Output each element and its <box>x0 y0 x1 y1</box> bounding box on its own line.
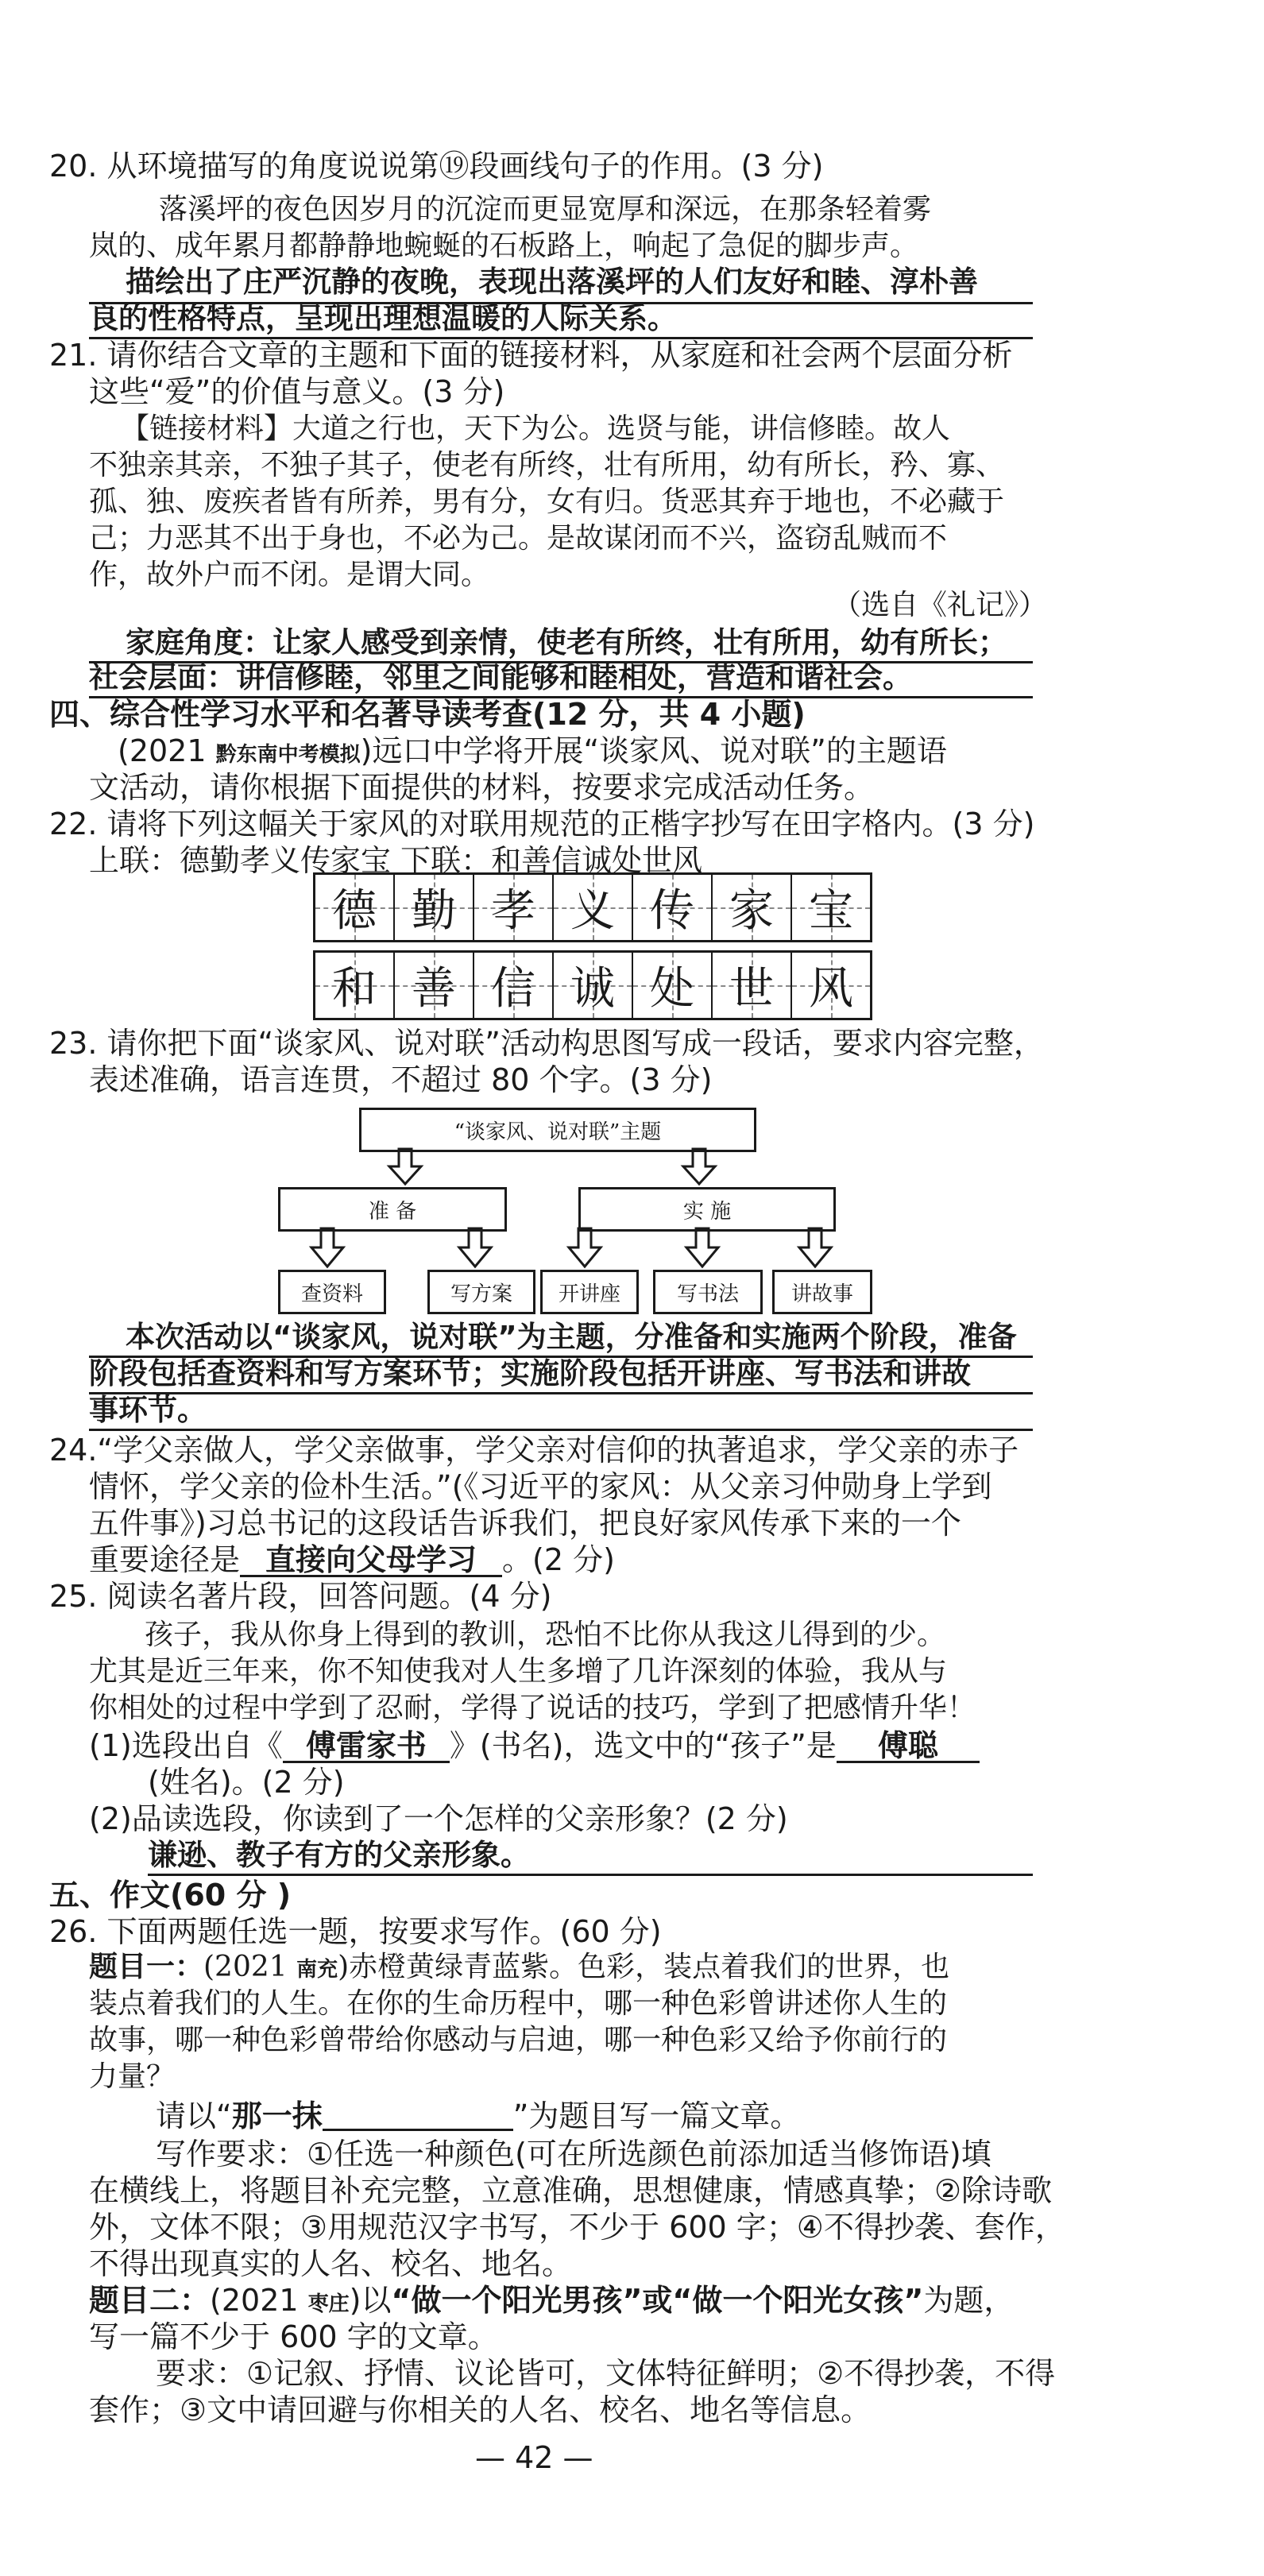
arrow-down-icon <box>799 1228 831 1267</box>
q25-stem: 25. 阅读名著片段，回答问题。(4 分) <box>49 1579 552 1614</box>
q21-source: （选自《礼记》） <box>833 589 1048 621</box>
diagram-theme-box: “谈家风、说对联”主题 <box>359 1108 756 1152</box>
q24-answer: 直接向父母学习 <box>240 1545 502 1577</box>
q26-topic-2-line-3: 要求：①记叙、抒情、议论皆可，文体特征鲜明；②不得抄袭，不得 <box>156 2356 1056 2391</box>
q26-topic-1-line-3: 故事，哪一种色彩曾带给你感动与启迪，哪一种色彩又给予你前行的 <box>89 2024 948 2056</box>
q20-stem: 20. 从环境描写的角度说说第⑲段画线句子的作用。(3 分) <box>49 149 824 184</box>
q24-text: 重要途径是 <box>89 1542 241 1577</box>
diagram-leaf-box: 讲故事 <box>772 1270 872 1314</box>
q25-passage-2: 尤其是近三年来，你不知使我对人生多增了几许深刻的体验，我从与 <box>89 1655 948 1688</box>
tianzige-char: 宝 <box>809 885 853 937</box>
answer-rule <box>89 1429 1033 1431</box>
q23-answer-2: 阶段包括查资料和写方案环节；实施阶段包括开讲座、写书法和讲故 <box>89 1356 971 1390</box>
q25-text: (1)选段出自《 <box>89 1728 283 1763</box>
q25-sub-2: (2)品读选段，你读到了一个怎样的父亲形象？(2 分) <box>89 1801 788 1836</box>
q20-quote-2: 岚的、成年累月都静静地蜿蜒的石板路上，响起了急促的脚步声。 <box>89 230 919 262</box>
section-4-title: 四、综合性学习水平和名著导读考查(12 分，共 4 小题) <box>49 697 806 732</box>
q24-line-2: 情怀，学父亲的俭朴生活。”(《习近平的家风：从父亲习仲勋身上学到 <box>89 1469 992 1504</box>
topic-label: 题目一： <box>89 1951 204 1983</box>
section-5-title: 五、作文(60 分 ) <box>49 1878 292 1913</box>
tianzige-char: 德 <box>332 885 377 937</box>
diagram-leaf-box: 写方案 <box>427 1270 535 1314</box>
q26-topic-2-line-4: 套作；③文中请回避与你相关的人名、校名、地名等信息。 <box>89 2392 872 2427</box>
arrow-down-icon <box>389 1149 421 1184</box>
tianzige-char: 处 <box>650 963 694 1015</box>
q21-link-1: 【链接材料】大道之行也，天下为公。选贤与能，讲信修睦。故人 <box>121 412 951 445</box>
q24-line-1: 24.“学父亲做人，学父亲做事，学父亲对信仰的执著追求，学父亲的赤子 <box>49 1433 1019 1468</box>
topic-bold: “做一个阳光男孩”或“做一个阳光女孩” <box>391 2283 924 2318</box>
arrow-down-icon <box>459 1228 491 1267</box>
q25-name-answer: 傅聪 <box>837 1731 980 1763</box>
tianzige-char: 和 <box>332 963 377 1015</box>
q23-answer-1: 本次活动以“谈家风，说对联”为主题，分准备和实施两个阶段，准备 <box>126 1320 1017 1354</box>
q21-stem-1: 21. 请你结合文章的主题和下面的链接材料，从家庭和社会两个层面分析 <box>49 338 1013 373</box>
q25-text: 》(书名)，选文中的“孩子”是 <box>449 1728 837 1763</box>
tianzige-char: 孝 <box>491 885 535 937</box>
topic-text: (2021 <box>210 2283 308 2318</box>
tianzige-char: 义 <box>570 885 615 937</box>
intro-text: )远口中学将开展“谈家风、说对联”的主题语 <box>360 733 947 768</box>
tianzige-char: 善 <box>412 963 456 1015</box>
topic-text: 为题， <box>923 2283 1015 2318</box>
q21-link-3: 孤、独、废疾者皆有所养，男有分，女有归。货恶其弃于地也，不必藏于 <box>89 485 1005 518</box>
intro-text: (2021 <box>118 733 216 768</box>
arrow-down-icon <box>569 1228 601 1267</box>
arrow-down-icon <box>311 1228 343 1267</box>
tianzige-char: 勤 <box>412 885 456 937</box>
diagram-leaf-box: 查资料 <box>278 1270 386 1314</box>
q26-req-3: 外，文体不限；③用规范汉字书写，不少于 600 字；④不得抄袭、套作， <box>89 2210 1065 2245</box>
q26-topic-2 <box>89 2283 1015 2318</box>
topic-label: 题目二： <box>89 2283 211 2318</box>
q20-answer-1: 描绘出了庄严沉静的夜晚，表现出落溪坪的人们友好和睦、淳朴善 <box>126 265 978 299</box>
tianzige-char: 诚 <box>570 963 615 1015</box>
q21-link-2: 不独亲其亲，不独子其子，使老有所终，壮有所用，幼有所长，矜、寡、 <box>89 449 1005 482</box>
q26-req-1: 写作要求：①任选一种颜色(可在所选颜色前添加适当修饰语)填 <box>156 2137 991 2172</box>
q20-quote-1: 落溪坪的夜色因岁月的沉淀而更显宽厚和深远，在那条轻着雾 <box>159 193 932 226</box>
q26-req-2: 在横线上，将题目补充完整，立意准确，思想健康，情感真挚；②除诗歌 <box>89 2173 1053 2208</box>
tianzige-char: 传 <box>650 885 694 937</box>
arrow-down-icon <box>683 1149 715 1184</box>
q21-answer-2: 社会层面：讲信修睦，邻里之间能够和睦相处，营造和谐社会。 <box>89 660 912 694</box>
q26-topic-1-line-2: 装点着我们的人生。在你的生命历程中，哪一种色彩曾讲述你人生的 <box>89 1987 948 2020</box>
q25-sub-2-answer: 谦逊、教子有方的父亲形象。 <box>148 1838 530 1872</box>
source-tag: 枣庄 <box>307 2292 350 2316</box>
prompt-text: 请以“ <box>156 2098 232 2133</box>
tianzige-char: 信 <box>491 963 535 1015</box>
q24-line-4 <box>89 1542 615 1577</box>
q21-stem-2: 这些“爱”的价值与意义。(3 分) <box>89 374 505 409</box>
q23-answer-3: 事环节。 <box>89 1393 207 1427</box>
q21-answer-1: 家庭角度：让家人感受到亲情，使老有所终，壮有所用，幼有所长； <box>126 625 1007 659</box>
q24-line-3: 五件事》)习总书记的这段话告诉我们，把良好家风传承下来的一个 <box>89 1506 961 1541</box>
section-4-intro-2: 文活动，请你根据下面提供的材料，按要求完成活动任务。 <box>89 770 875 805</box>
q21-link-5: 作，故外户而不闭。是谓大同。 <box>89 559 490 591</box>
arrow-down-icon <box>686 1228 718 1267</box>
topic-text: )赤橙黄绿青蓝紫。色彩，装点着我们的世界，也 <box>338 1951 950 1983</box>
diagram-leaf-box: 开讲座 <box>540 1270 639 1314</box>
q25-passage-3: 你相处的过程中学到了忍耐，学得了说话的技巧，学到了把感情升华！ <box>89 1692 976 1724</box>
diagram-implement-box: 实 施 <box>578 1187 836 1232</box>
tianzige-char: 家 <box>729 885 774 937</box>
q20-answer-2: 良的性格特点，呈现出理想温暖的人际关系。 <box>89 301 677 335</box>
q26-topic-2-line-2: 写一篇不少于 600 字的文章。 <box>89 2319 498 2354</box>
diagram-prepare-box: 准 备 <box>278 1187 507 1232</box>
source-tag: 南充 <box>296 1958 338 1982</box>
q25-sub-1-cont: (姓名)。(2 分) <box>148 1765 345 1800</box>
q26-topic-1-line-4: 力量？ <box>89 2060 176 2093</box>
q26-req-4: 不得出现真实的人名、校名、地名。 <box>89 2246 573 2281</box>
q24-text: 。(2 分) <box>502 1542 615 1577</box>
q26-stem: 26. 下面两题任选一题，按要求写作。(60 分) <box>49 1914 662 1949</box>
answer-rule <box>148 1874 1033 1876</box>
q26-topic-1-prompt <box>156 2098 801 2133</box>
page-number: — 42 — <box>475 2440 593 2475</box>
topic-text: )以 <box>349 2283 392 2318</box>
q23-stem-1: 23. 请你把下面“谈家风、说对联”活动构思图写成一段话，要求内容完整， <box>49 1026 1044 1061</box>
diagram-leaf-box: 写书法 <box>653 1270 763 1314</box>
q25-book-answer: 傅雷家书 <box>283 1731 450 1763</box>
topic-text: (2021 <box>203 1951 297 1983</box>
tianzige-char: 风 <box>809 963 853 1015</box>
q23-stem-2: 表述准确，语言连贯，不超过 80 个字。(3 分) <box>89 1062 713 1097</box>
q26-topic-1 <box>89 1953 949 1982</box>
source-tag: 黔东南中考模拟 <box>215 743 361 767</box>
prompt-text: ”为题目写一篇文章。 <box>512 2098 801 2133</box>
q22-couplet: 上联：德勤孝义传家宝 下联：和善信诚处世风 <box>89 843 703 878</box>
tianzige-char: 世 <box>729 963 774 1015</box>
q25-passage-1: 孩子，我从你身上得到的教训，恐怕不比你从我这儿得到的少。 <box>145 1619 946 1651</box>
prompt-bold: 那一抹 <box>231 2098 323 2133</box>
q25-sub-1 <box>89 1728 980 1763</box>
q21-link-4: 己；力恶其不出于身也，不必为己。是故谋闭而不兴，盗窃乱贼而不 <box>89 522 948 555</box>
answer-rule <box>89 1392 1033 1394</box>
q22-stem: 22. 请将下列这幅关于家风的对联用规范的正楷字抄写在田字格内。(3 分) <box>49 806 1035 841</box>
title-blank <box>323 2105 513 2131</box>
